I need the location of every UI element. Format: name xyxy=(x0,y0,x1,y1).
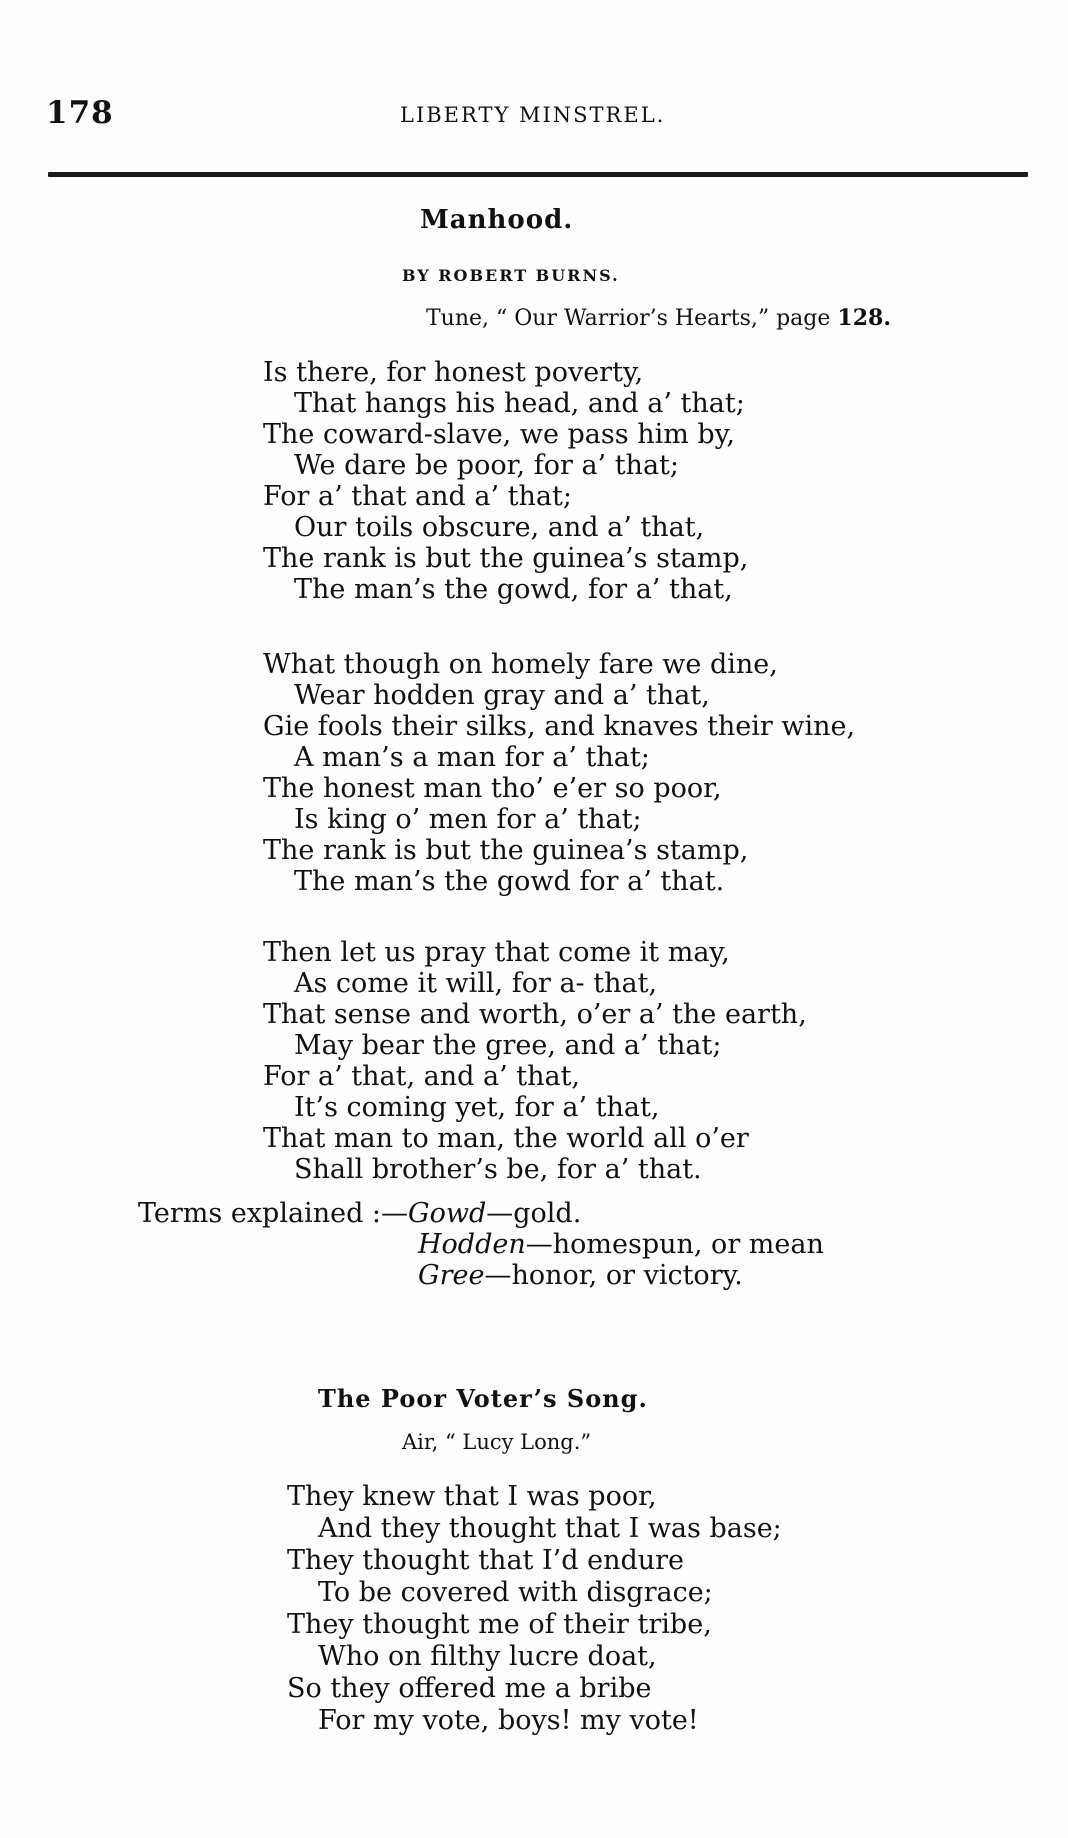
verse-line: The rank is but the guinea’s stamp, xyxy=(263,835,749,866)
verse-line: Is king o’ men for a’ that; xyxy=(294,804,642,835)
stanza-1 xyxy=(263,357,748,605)
verse-line: It’s coming yet, for a’ that, xyxy=(294,1092,660,1123)
terms-row-3 xyxy=(418,1260,743,1291)
verse-line: So they offered me a bribe xyxy=(287,1673,652,1704)
verse-line: They thought me of their tribe, xyxy=(287,1609,712,1640)
verse-line: Wear hodden gray and a’ that, xyxy=(294,680,710,711)
air-line: Air, “ Lucy Long.” xyxy=(402,1430,592,1454)
terms-row-2 xyxy=(418,1229,824,1260)
poem-title-manhood: Manhood. xyxy=(420,205,574,235)
verse-line: And they thought that I was base; xyxy=(318,1513,782,1544)
term-word: Gowd xyxy=(408,1198,487,1229)
verse-line: The rank is but the guinea’s stamp, xyxy=(263,543,749,574)
verse-line: The coward-slave, we pass him by, xyxy=(263,419,735,450)
verse-line: Our toils obscure, and a’ that, xyxy=(294,512,705,543)
verse-line: Then let us pray that come it may, xyxy=(263,937,730,968)
header-rule xyxy=(48,172,1028,177)
stanza-poor-voter xyxy=(287,1481,782,1737)
verse-line: As come it will, for a- that, xyxy=(294,968,658,999)
verse-line: The honest man tho’ e’er so poor, xyxy=(263,773,722,804)
verse-line: That man to man, the world all o’er xyxy=(263,1123,749,1154)
verse-line: The man’s the gowd, for a’ that, xyxy=(294,574,733,605)
term-definition: —honor, or victory. xyxy=(484,1260,743,1291)
verse-line: They knew that I was poor, xyxy=(287,1481,657,1512)
verse-line: Who on filthy lucre doat, xyxy=(318,1641,657,1672)
verse-line: They thought that I’d endure xyxy=(287,1545,685,1576)
verse-line: May bear the gree, and a’ that; xyxy=(294,1030,722,1061)
page-number: 178 xyxy=(46,95,114,131)
verse-line: For a’ that, and a’ that, xyxy=(263,1061,580,1092)
terms-row-1 xyxy=(138,1198,581,1229)
verse-line: For my vote, boys! my vote! xyxy=(318,1705,699,1736)
verse-line: We dare be poor, for a’ that; xyxy=(294,450,679,481)
term-word: Gree xyxy=(418,1260,485,1291)
term-definition: —gold. xyxy=(486,1198,582,1229)
stanza-3 xyxy=(263,937,807,1185)
running-title: LIBERTY MINSTREL. xyxy=(400,103,666,127)
term-word: Hodden xyxy=(418,1229,526,1260)
verse-line: The man’s the gowd for a’ that. xyxy=(294,866,725,897)
poem-title-poor-voters-song: The Poor Voter’s Song. xyxy=(318,1384,648,1413)
verse-line: To be covered with disgrace; xyxy=(318,1577,713,1608)
poem-byline: BY ROBERT BURNS. xyxy=(402,266,620,285)
verse-line: Shall brother’s be, for a’ that. xyxy=(294,1154,702,1185)
terms-intro: Terms explained :— xyxy=(138,1198,409,1229)
verse-line: Gie fools their silks, and knaves their wine, xyxy=(263,711,856,742)
stanza-2 xyxy=(263,649,855,897)
verse-line: That sense and worth, o’er a’ the earth, xyxy=(263,999,807,1030)
verse-line: For a’ that and a’ that; xyxy=(263,481,572,512)
tune-line xyxy=(426,305,891,331)
verse-line: A man’s a man for a’ that; xyxy=(294,742,650,773)
verse-line: What though on homely fare we dine, xyxy=(263,649,778,680)
tune-page-ref: 128. xyxy=(837,305,891,331)
verse-line: Is there, for honest poverty, xyxy=(263,357,644,388)
term-definition: —homespun, or mean xyxy=(525,1229,824,1260)
tune-text: Tune, “ Our Warrior’s Hearts,” page xyxy=(426,306,838,331)
verse-line: That hangs his head, and a’ that; xyxy=(294,388,745,419)
